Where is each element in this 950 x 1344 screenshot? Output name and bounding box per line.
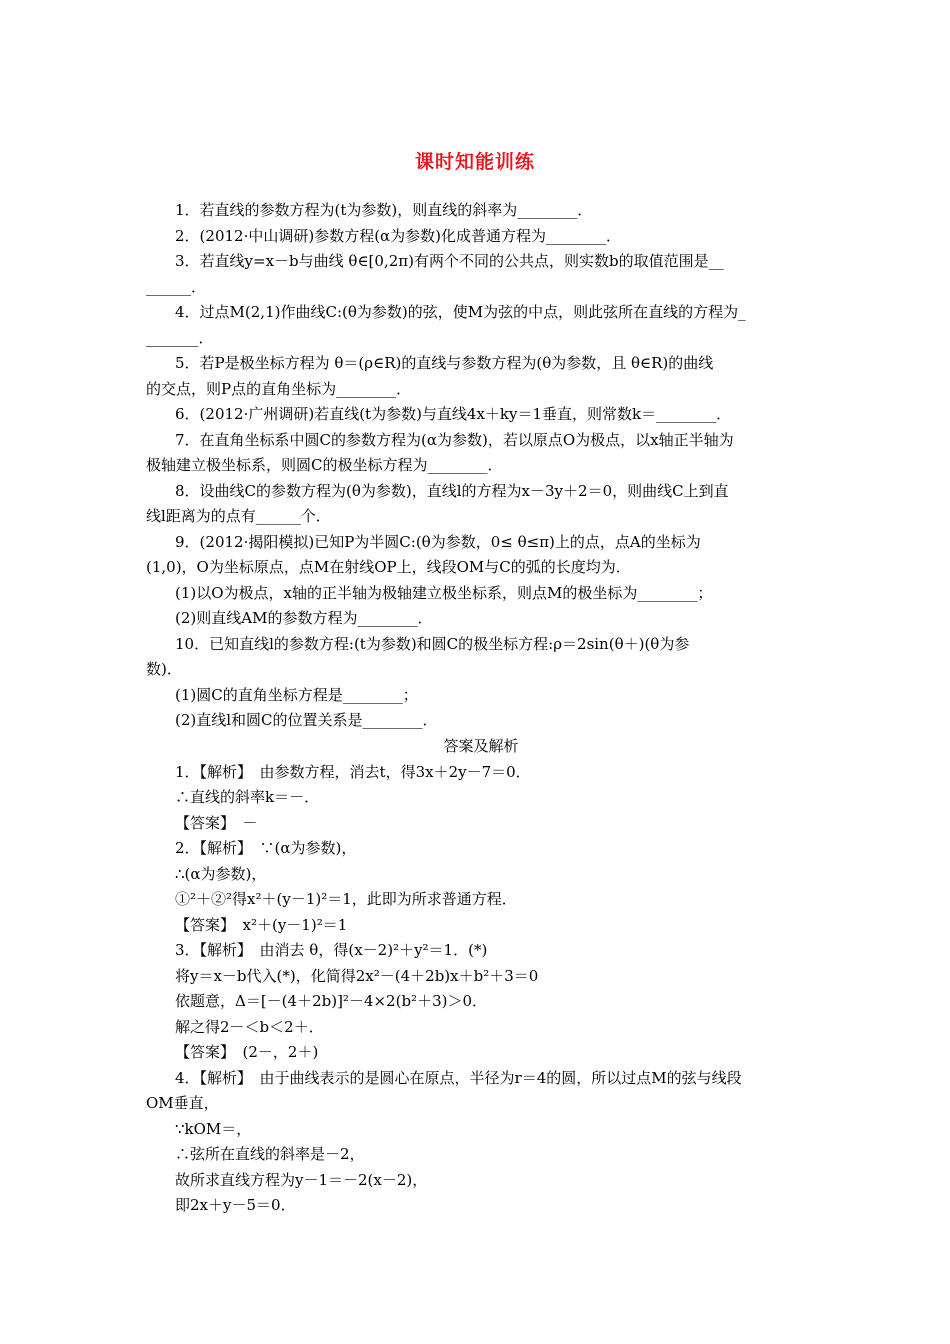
answer-line: ①²＋②²得x²＋(y－1)²＝1，此即为所求普通方程． [175,890,517,908]
question-10-cont: 数)． [146,660,182,678]
answer-line: 4．【解析】 由于曲线表示的是圆心在原点，半径为r＝4的圆，所以过点M的弦与线段 [175,1069,742,1087]
answer-line: 【答案】 － [175,814,258,832]
question-10-part-2: (2)直线l和圆C的位置关系是________． [175,711,438,729]
question-3-cont: ______． [146,278,207,296]
answer-line: 依题意，Δ＝[－(4＋2b)]²－4×2(b²＋3)＞0． [175,992,488,1010]
question-8-cont: 线l距离为的点有______个． [146,507,331,525]
answer-line: 故所求直线方程为y－1＝－2(x－2)， [175,1171,428,1189]
question-7-cont: 极轴建立极坐标系，则圆C的极坐标方程为________． [146,456,503,474]
answer-line: 【答案】 (2－，2＋) [175,1043,319,1061]
question-7: 7．在直角坐标系中圆C的参数方程为(α为参数)，若以原点O为极点，以x轴正半轴为 [175,431,734,449]
question-10: 10．已知直线l的参数方程:(t为参数)和圆C的极坐标方程:ρ＝2sin(θ＋)(θ为参 [175,635,690,653]
question-9: 9．(2012·揭阳模拟)已知P为半圆C:(θ为参数，0≤ θ≤π)上的点，点A的坐标为 [175,533,701,551]
question-5: 5．若P是极坐标方程为 θ＝(ρ∈R)的直线与参数方程为(θ为参数，且 θ∈R)的曲线 [175,354,714,372]
answer-line: ∴(α为参数)， [175,865,267,883]
answer-line: 即2x＋y－5＝0． [175,1196,296,1214]
question-1: 1．若直线的参数方程为(t为参数)，则直线的斜率为________． [175,201,593,219]
answer-line: ∴直线的斜率k＝－． [175,788,320,806]
question-4: 4．过点M(2,1)作曲线C:(θ为参数)的弦，使M为弦的中点，则此弦所在直线的方程为_ [175,303,746,321]
answer-line: 【答案】 x²＋(y－1)²＝1 [175,916,348,934]
question-3: 3．若直线y=x－b与曲线 θ∈[0,2π)有两个不同的公共点，则实数b的取值范围是__ [175,252,724,270]
answer-line: ∵kOM＝， [175,1120,252,1138]
question-9-part-2: (2)则直线AM的参数方程为________． [175,609,433,627]
question-8: 8．设曲线C的参数方程为(θ为参数)，直线l的方程为x－3y＋2＝0，则曲线C上到直 [175,482,729,500]
question-4-cont: _______． [146,329,214,347]
question-10-part-1: (1)圆C的直角坐标方程是________； [175,686,418,704]
answer-line: 1．【解析】 由参数方程，消去t，得3x＋2y－7＝0． [175,763,531,781]
question-9-part-1: (1)以O为极点，x轴的正半轴为极轴建立极坐标系，则点M的极坐标为________； [175,584,713,602]
question-9-cont: (1,0)，O为坐标原点，点M在射线OP上，线段OM与C的弧的长度均为． [146,558,631,576]
answer-line: 将y＝x－b代入(*)，化简得2x²－(4＋2b)x＋b²＋3＝0 [175,967,539,985]
answer-line: ∴弦所在直线的斜率是－2， [175,1145,365,1163]
answer-line: 解之得2－＜b＜2＋． [175,1018,324,1036]
answers-heading: 答案及解析 [443,737,519,755]
question-6: 6．(2012·广州调研)若直线(t为参数)与直线4x＋ky＝1垂直，则常数k＝________． [175,405,732,423]
answer-line: 3．【解析】 由消去 θ，得(x－2)²＋y²＝1．(*) [175,941,488,959]
question-5-cont: 的交点，则P点的直角坐标为________． [146,380,412,398]
question-2: 2．(2012·中山调研)参数方程(α为参数)化成普通方程为________． [175,227,622,245]
page-title: 课时知能训练 [414,151,535,173]
answer-line: 2．【解析】 ∵(α为参数)， [175,839,357,857]
answer-line: OM垂直， [146,1094,219,1112]
